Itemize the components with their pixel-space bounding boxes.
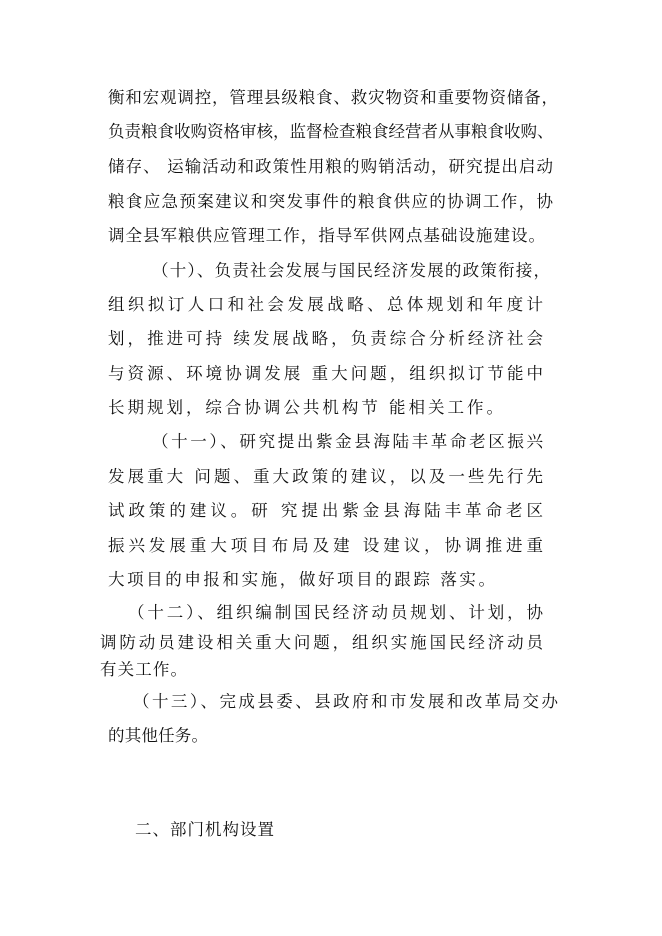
- paragraph-line: （十一）、研究提出紫金县海陆丰革命老区振兴: [152, 432, 543, 451]
- paragraph-line: 长期规划，综合协调公共机构节 能相关工作。: [108, 398, 503, 417]
- paragraph-line: 调防动员建设相关重大问题，组织实施国民经济动员: [100, 633, 543, 652]
- paragraph-line: 调全县军粮供应管理工作，指导军供网点基础设施建设。: [108, 226, 545, 245]
- paragraph-line: 试政策的建议。研 究提出紫金县海陆丰革命老区: [108, 501, 543, 520]
- paragraph-line: 大项目的申报和实施，做好项目的跟踪 落实。: [108, 570, 495, 589]
- paragraph-line: 有关工作。: [100, 660, 187, 679]
- paragraph-line: 组织拟订人口和社会发展战略、总体规划和年度计: [108, 295, 543, 314]
- paragraph-line: 粮食应急预案建议和突发事件的粮食供应的协调工作，协: [108, 192, 553, 211]
- paragraph-line: 划，推进可持 续发展战略，负责综合分析经济社会: [108, 329, 543, 348]
- paragraph-line: （十）、负责社会发展与国民经济发展的政策衔接，: [152, 261, 550, 280]
- paragraph-line: 负责粮食收购资格审核，监督检查粮食经营者从事粮食收购、: [108, 122, 554, 141]
- paragraph-line: 的其他任务。: [108, 726, 208, 745]
- paragraph-line: 振兴发展重大项目布局及建 设建议，协调推进重: [108, 536, 543, 555]
- paragraph-line: 发展重大 问题、重大政策的建议，以及一些先行先: [108, 467, 543, 486]
- paragraph-line: 衡和宏观调控，管理县级粮食、救灾物资和重要物资储备，: [108, 88, 558, 107]
- paragraph-line: 储存、 运输活动和政策性用粮的购销活动，研究提出启动: [108, 157, 553, 176]
- section-heading: 二、部门机构设置: [135, 820, 275, 839]
- paragraph-line: （十三）、完成县委、县政府和市发展和改革局交办: [133, 692, 558, 711]
- paragraph-line: （十二）、组织编制国民经济动员规划、计划，协: [128, 603, 543, 622]
- paragraph-line: 与资源、环境协调发展 重大问题，组织拟订节能中: [108, 364, 543, 383]
